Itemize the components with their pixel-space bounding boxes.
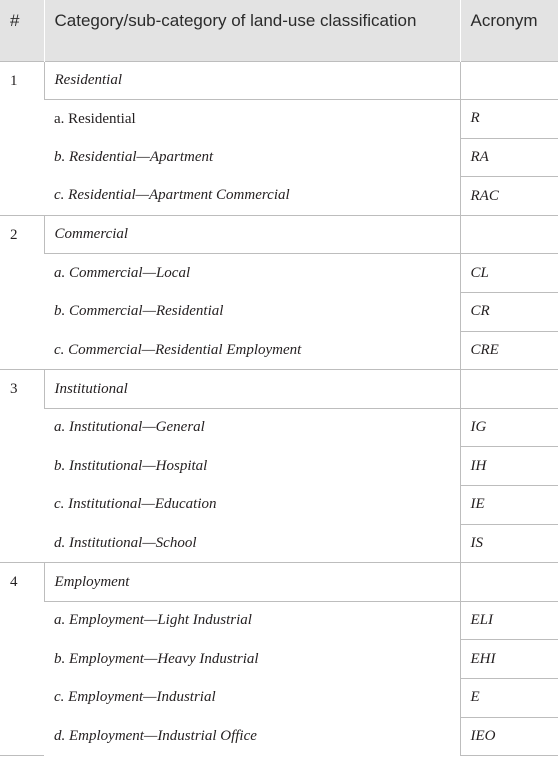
group-category: Residential bbox=[44, 61, 460, 100]
subcategory-acronym: IS bbox=[460, 524, 558, 563]
subcategory-acronym: IEO bbox=[460, 717, 558, 756]
table-row bbox=[0, 370, 558, 409]
subcategory-label: a. Residential bbox=[54, 110, 136, 127]
table-header bbox=[0, 0, 558, 61]
group-number: 3 bbox=[0, 370, 44, 563]
group-category: Institutional bbox=[44, 370, 460, 409]
subcategory-acronym: EHI bbox=[460, 640, 558, 679]
group-category: Commercial bbox=[44, 215, 460, 254]
subcategory-label: c. Employment—Industrial bbox=[54, 689, 216, 706]
table-row bbox=[0, 486, 558, 525]
table-row bbox=[0, 331, 558, 370]
table-row bbox=[0, 447, 558, 486]
subcategory-acronym: IG bbox=[460, 408, 558, 447]
subcategory-label: b. Residential—Apartment bbox=[54, 148, 214, 165]
subcategory-acronym: CR bbox=[460, 293, 558, 332]
subcategory-label: d. Institutional—School bbox=[54, 534, 197, 551]
group-acronym bbox=[460, 215, 558, 254]
subcategory-label: b. Institutional—Hospital bbox=[54, 457, 208, 474]
table-row bbox=[0, 640, 558, 679]
table-body bbox=[0, 61, 558, 756]
subcategory-label: a. Commercial—Local bbox=[54, 265, 191, 282]
subcategory-acronym: RA bbox=[460, 138, 558, 177]
table-row bbox=[0, 215, 558, 254]
group-acronym bbox=[460, 370, 558, 409]
group-acronym bbox=[460, 61, 558, 100]
subcategory-label: a. Institutional—General bbox=[54, 419, 205, 436]
subcategory-label: c. Residential—Apartment Commercial bbox=[54, 187, 290, 204]
table-row bbox=[0, 563, 558, 602]
table-row bbox=[0, 524, 558, 563]
table-row bbox=[0, 138, 558, 177]
group-number: 1 bbox=[0, 61, 44, 215]
header-number: # bbox=[0, 0, 44, 61]
subcategory-label: d. Employment—Industrial Office bbox=[54, 727, 257, 744]
header-acronym: Acronym bbox=[460, 0, 558, 61]
subcategory-acronym: E bbox=[460, 679, 558, 718]
table-row bbox=[0, 177, 558, 216]
subcategory-label: b. Commercial—Residential bbox=[54, 303, 224, 320]
subcategory-acronym: CRE bbox=[460, 331, 558, 370]
table-row bbox=[0, 601, 558, 640]
header-row bbox=[0, 0, 558, 61]
group-number: 2 bbox=[0, 215, 44, 369]
subcategory-label: a. Employment—Light Industrial bbox=[54, 612, 252, 629]
table-row bbox=[0, 717, 558, 756]
table-row bbox=[0, 254, 558, 293]
table-row bbox=[0, 61, 558, 100]
subcategory-acronym: IH bbox=[460, 447, 558, 486]
table-row bbox=[0, 293, 558, 332]
group-acronym bbox=[460, 563, 558, 602]
subcategory-acronym: IE bbox=[460, 486, 558, 525]
table-row bbox=[0, 679, 558, 718]
subcategory-acronym: RAC bbox=[460, 177, 558, 216]
subcategory-label: c. Commercial—Residential Employment bbox=[54, 341, 302, 358]
group-number: 4 bbox=[0, 563, 44, 756]
subcategory-acronym: ELI bbox=[460, 601, 558, 640]
subcategory-acronym: R bbox=[460, 100, 558, 139]
header-category: Category/sub-category of land-use classification bbox=[44, 0, 460, 61]
subcategory-label: c. Institutional—Education bbox=[54, 496, 217, 513]
table-row bbox=[0, 100, 558, 139]
table-row bbox=[0, 408, 558, 447]
group-category: Employment bbox=[44, 563, 460, 602]
subcategory-acronym: CL bbox=[460, 254, 558, 293]
subcategory-label: b. Employment—Heavy Industrial bbox=[54, 650, 259, 667]
